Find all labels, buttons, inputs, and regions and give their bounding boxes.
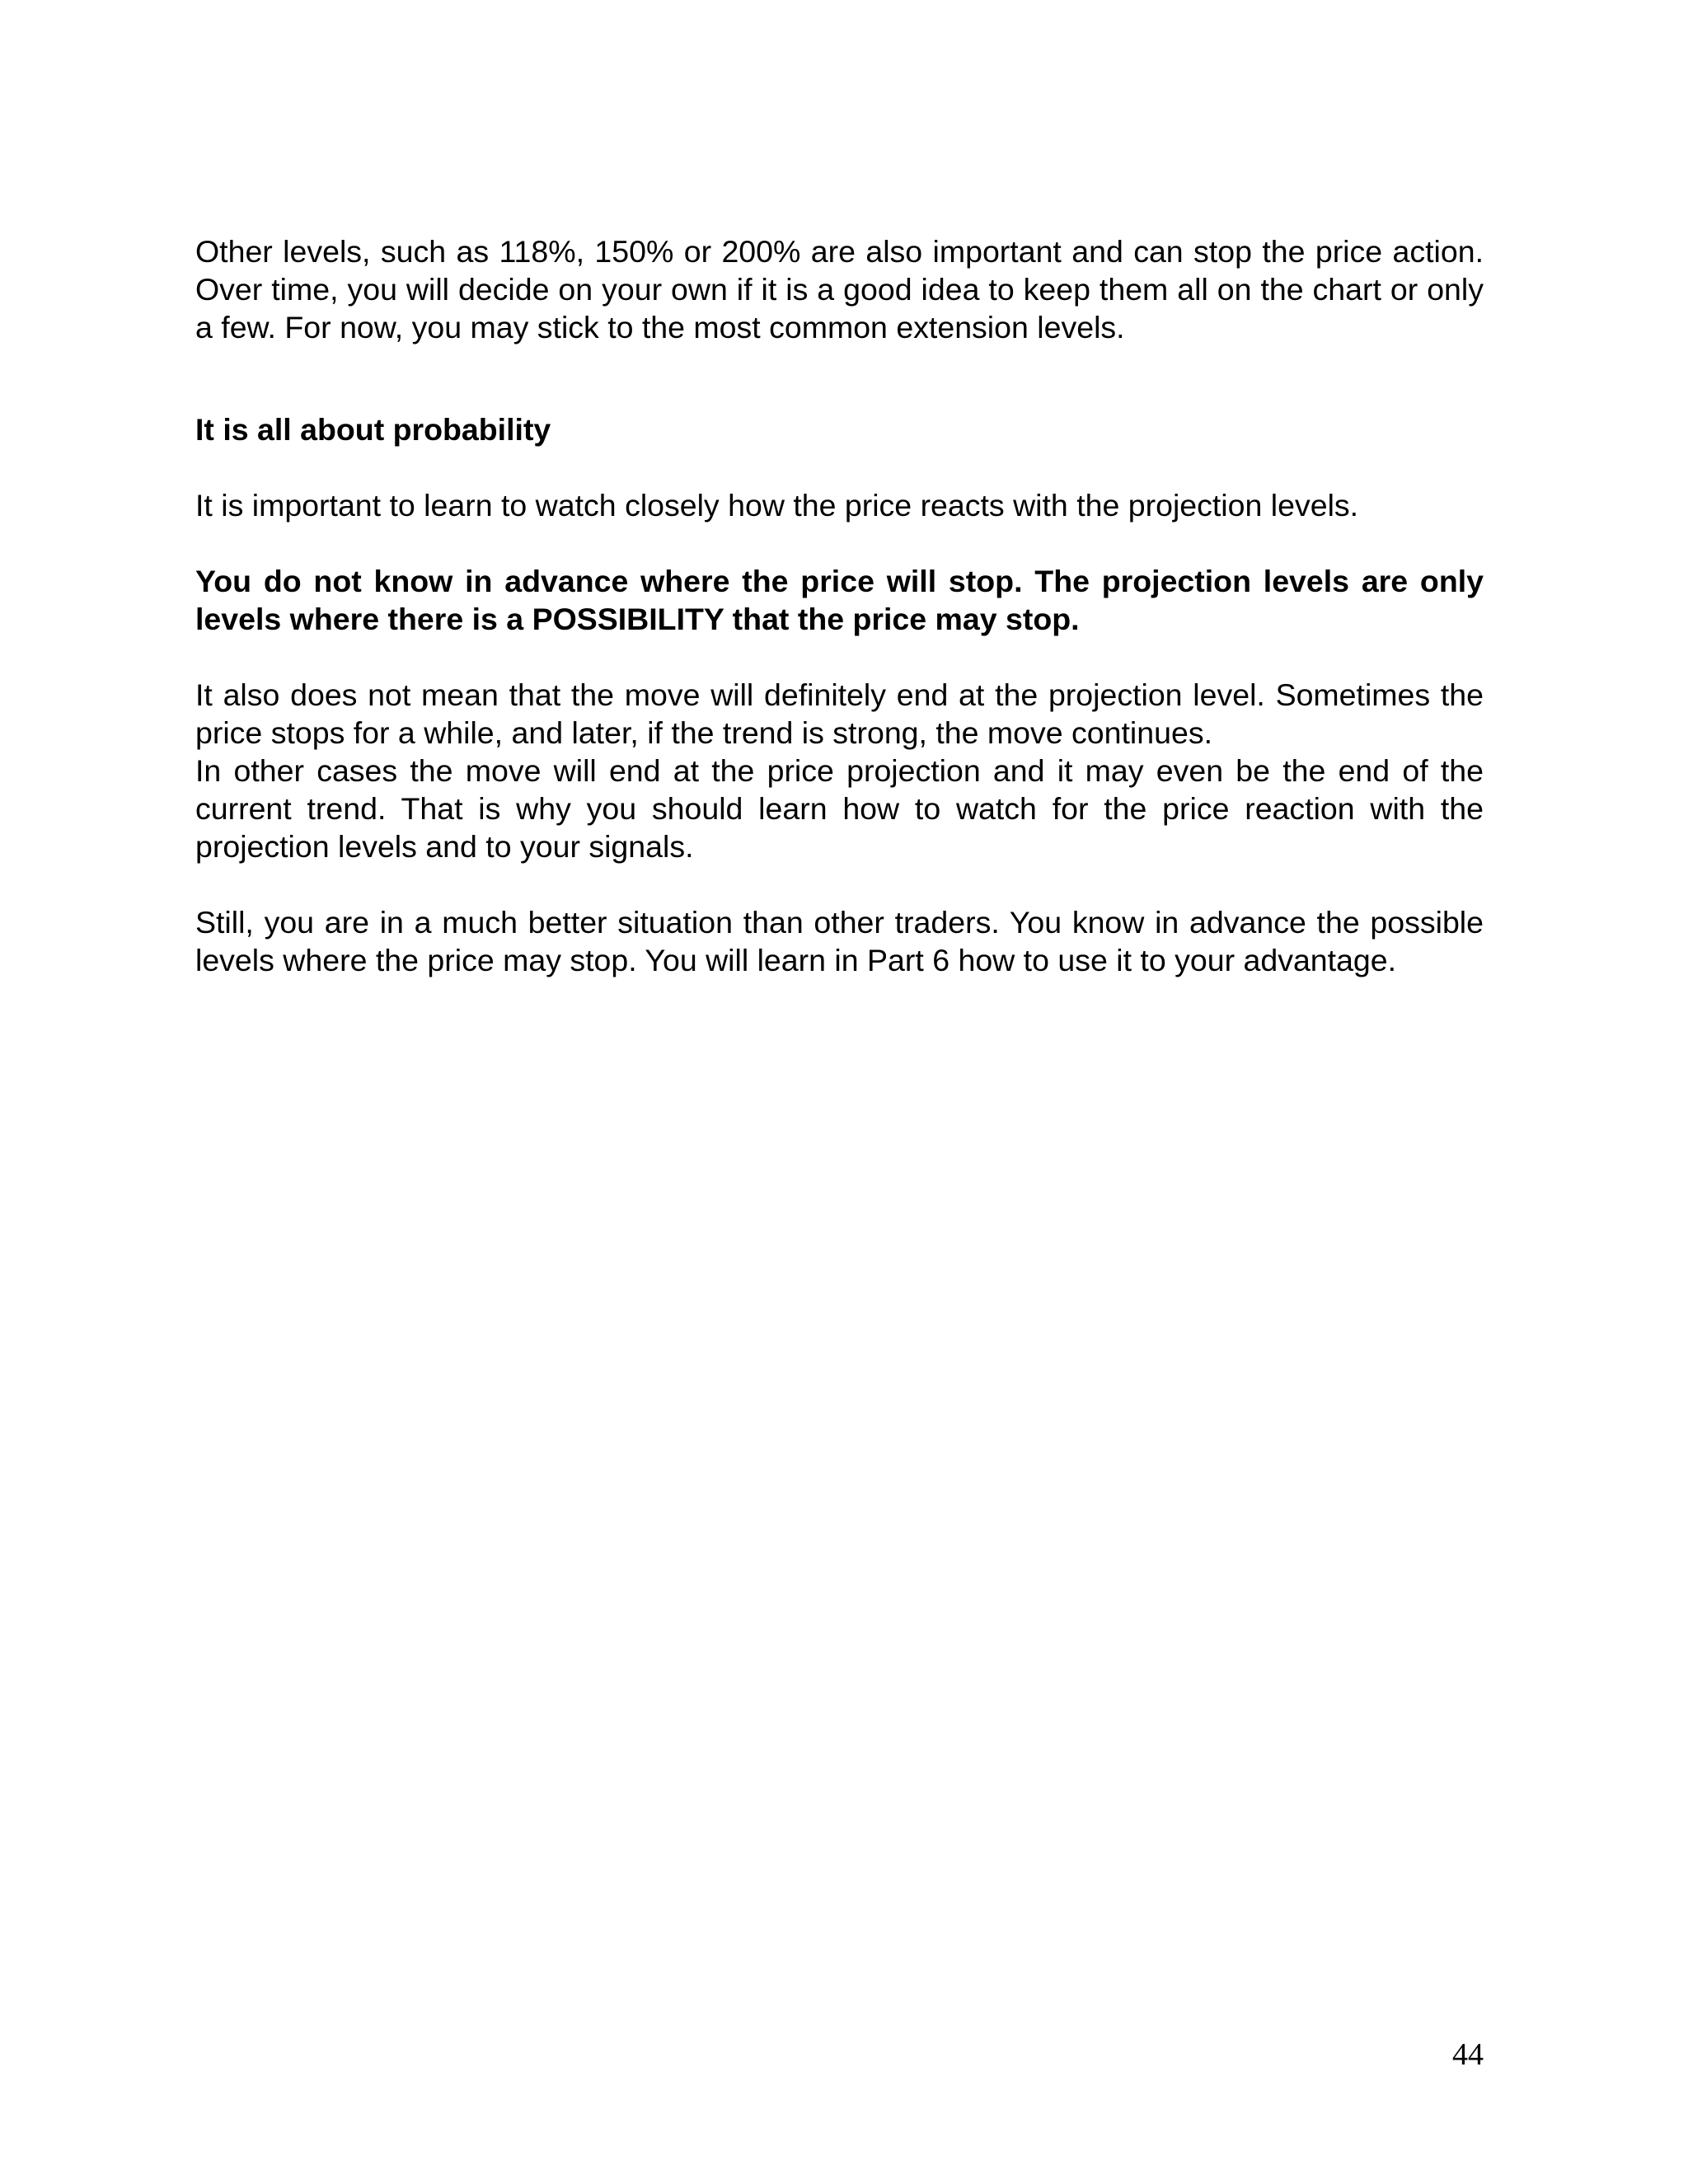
spacer [195, 448, 1484, 486]
paragraph-trend-end: In other cases the move will end at the price projection and it may even be the end of the current trend. That is why you should learn how to watch for the price reaction with the projection levels and to your signals. [195, 753, 1484, 864]
paragraph-bold-warning: You do not know in advance where the price will stop. The projection levels are only levels where there is a POSSIBILITY that the price may stop. [195, 564, 1484, 636]
paragraph-watch-reaction: It is important to learn to watch closely how the price reacts with the projection levels. [195, 488, 1359, 523]
spacer [195, 638, 1484, 676]
spacer [195, 865, 1484, 903]
paragraph-extension-levels: Other levels, such as 118%, 150% or 200% are also important and can stop the price action. Over time, you will decide on your own if it is a good idea to keep them all on the chart or only a few. For now, you may stick to the most common extension levels. [195, 234, 1484, 344]
page-content [195, 232, 1484, 979]
spacer [195, 524, 1484, 562]
section-heading: It is all about probability [195, 412, 551, 447]
page-number: 44 [1452, 2037, 1484, 2072]
spacer [195, 346, 1484, 410]
paragraph-advantage: Still, you are in a much better situation than other traders. You know in advance the possible levels where the price may stop. You will learn in Part 6 how to use it to your advantage. [195, 905, 1484, 977]
paragraph-move-continues: It also does not mean that the move will definitely end at the projection level. Sometimes the price stops for a while, and later, if the trend is strong, the move continues. [195, 677, 1484, 750]
